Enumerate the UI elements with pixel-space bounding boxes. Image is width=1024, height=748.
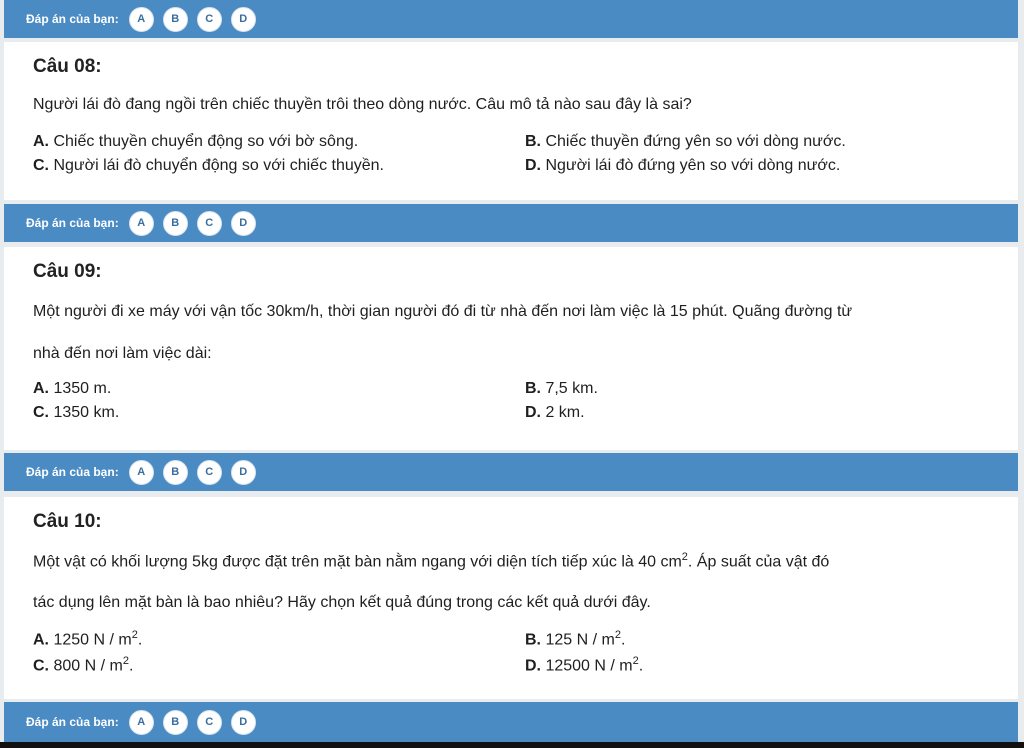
answer-bar-08 [4,204,1018,242]
question-card-08 [4,42,1018,200]
answer-option-a[interactable]: A [129,7,154,32]
bottom-edge [0,742,1024,748]
choice-list [33,629,965,676]
question-text-line-1: Một vật có khối lượng 5kg được đặt trên mặt bàn nằm ngang với diện tích tiếp xúc là 40 $cm^2$. Áp suất của vật đó [33,551,830,571]
choice-c: C. Người lái đò chuyển động so với chiếc thuyền. [33,157,384,174]
answer-option-d[interactable]: D [231,211,256,236]
question-text-line-1: Một người đi xe máy với vận tốc 30km/h, thời gian người đó đi từ nhà đến nơi làm việc là 15 phút. Quãng đường từ [33,303,853,320]
answer-option-b[interactable]: B [163,460,188,485]
choice-c: C. 800 N / $m^2$. [33,655,134,675]
answer-option-b[interactable]: B [163,7,188,32]
choice-b: B. 7,5 km. [525,380,598,397]
answer-option-a[interactable]: A [129,460,154,485]
choice-d: D. 12500 N / $m^2$. [525,655,644,675]
answer-option-b[interactable]: B [163,710,188,735]
choice-list [33,380,965,422]
answer-label: Đáp án của bạn: [26,12,119,26]
answer-option-c[interactable]: C [197,211,222,236]
question-card-10 [4,497,1018,699]
answer-option-d[interactable]: D [231,460,256,485]
answer-bar-09 [4,453,1018,491]
question-text-line-2: nhà đến nơi làm việc dài: [33,345,212,362]
answer-option-a[interactable]: A [129,211,154,236]
choice-a: A. Chiếc thuyền chuyển động so với bờ sông. [33,133,359,150]
answer-option-a[interactable]: A [129,710,154,735]
question-title: Câu 10: [33,511,102,532]
answer-option-c[interactable]: C [197,460,222,485]
choice-d: D. 2 km. [525,404,585,421]
question-text: Người lái đò đang ngồi trên chiếc thuyền trôi theo dòng nước. Câu mô tả nào sau đây là sai? [33,96,692,113]
answer-bar-10 [4,702,1018,742]
answer-bar-07 [4,0,1018,38]
choice-b: B. 125 N / $m^2$. [525,629,626,649]
question-title: Câu 08: [33,56,102,77]
choice-c: C. 1350 km. [33,404,120,421]
choice-d: D. Người lái đò đứng yên so với dòng nước. [525,157,841,174]
answer-option-c[interactable]: C [197,710,222,735]
answer-label: Đáp án của bạn: [26,465,119,479]
choice-b: B. Chiếc thuyền đứng yên so với dòng nước. [525,133,846,150]
answer-option-d[interactable]: D [231,7,256,32]
choice-a: A. 1350 m. [33,380,112,397]
question-card-09 [4,247,1018,450]
answer-option-d[interactable]: D [231,710,256,735]
choice-a: A. 1250 N / $m^2$. [33,629,143,649]
choice-list [33,133,965,175]
answer-label: Đáp án của bạn: [26,216,119,230]
question-text-line-2: tác dụng lên mặt bàn là bao nhiêu? Hãy chọn kết quả đúng trong các kết quả dưới đây. [33,594,651,611]
answer-label: Đáp án của bạn: [26,715,119,729]
answer-option-c[interactable]: C [197,7,222,32]
answer-option-b[interactable]: B [163,211,188,236]
question-title: Câu 09: [33,261,102,282]
